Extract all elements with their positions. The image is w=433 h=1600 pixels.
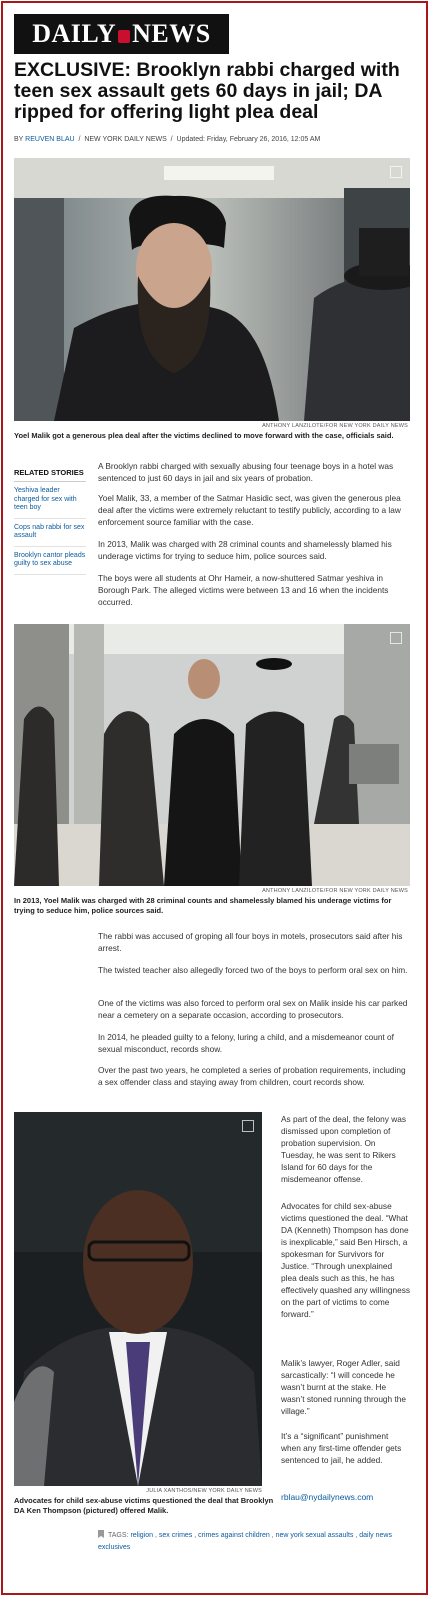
photo-1-image — [14, 158, 410, 421]
article-paragraph: The twisted teacher also allegedly forced two of the boys to perform oral sex on him. — [98, 965, 408, 975]
article-paragraph: As part of the deal, the felony was dismissed upon completion of probation supervision. On Tuesday, he was sent to Rikers Island for 60 days for the misdemeanor offense. — [281, 1114, 406, 1184]
updated-timestamp: Updated: Friday, February 26, 2016, 12:05 AM — [176, 136, 321, 143]
article-paragraph: The boys were all students at Ohr Hameir, a now-shuttered Satmar yeshiva in Borough Park. The alleged victims were between 13 and 16 when the incidents occurred. — [98, 573, 389, 607]
article-paragraph: A Brooklyn rabbi charged with sexually abusing four teenage boys in a hotel was sentenced to just 60 days in jail and six years of probation. — [98, 461, 394, 483]
photo-3-image — [14, 1112, 262, 1486]
tag-icon — [98, 1530, 104, 1538]
article-paragraph: One of the victims was also forced to perform oral sex on Malik inside his car parked near a cemetery on a separate occasion, according to prosecutors. — [98, 998, 408, 1020]
tags-section: TAGS: religion , sex crimes , crimes against children , new york sexual assaults , daily news exclusives — [98, 1532, 392, 1551]
photo-malik-courthouse[interactable] — [14, 624, 410, 886]
tag-link[interactable]: religion — [130, 1532, 154, 1539]
byline: BY REUVEN BLAU / NEW YORK DAILY NEWS / Updated: Friday, February 26, 2016, 12:05 AM — [14, 136, 321, 143]
author-email-link[interactable]: rblau@nydailynews.com — [281, 1492, 374, 1502]
expand-icon[interactable] — [390, 632, 402, 644]
article-paragraph: Over the past two years, he completed a series of probation requirements, including a sex offender class and staying away from children, court records show. — [98, 1065, 406, 1087]
expand-icon[interactable] — [390, 166, 402, 178]
photo-credit: ANTHONY LANZILOTE/FOR NEW YORK DAILY NEWS — [262, 888, 408, 894]
article-paragraph: The rabbi was accused of groping all four boys in motels, prosecutors said after his arrest. — [98, 931, 403, 953]
article-paragraph: It’s a “significant” punishment when any first-time offender gets sentenced to jail, he added. — [281, 1431, 402, 1465]
related-stories — [14, 468, 86, 575]
daily-news-logo[interactable]: DAILY NEWS — [14, 14, 229, 54]
related-story-link[interactable]: Cops nab rabbi for sex assault — [14, 519, 86, 547]
photo-credit: JULIA XANTHOS/NEW YORK DAILY NEWS — [146, 1488, 262, 1494]
expand-icon[interactable] — [242, 1120, 254, 1132]
article-paragraph: Malik’s lawyer, Roger Adler, said sarcastically: “I will concede he wasn’t burnt at the stake. He wasn’t stoned running through the village.” — [281, 1358, 407, 1416]
related-story-link[interactable]: Brooklyn cantor pleads guilty to sex abuse — [14, 547, 86, 575]
related-stories-heading: RELATED STORIES — [14, 468, 86, 482]
photo-credit: ANTHONY LANZILOTE/FOR NEW YORK DAILY NEWS — [262, 423, 408, 429]
tag-link[interactable]: crimes against children — [198, 1532, 270, 1539]
author-link[interactable]: REUVEN BLAU — [25, 136, 75, 143]
tag-link[interactable]: new york sexual assaults — [275, 1532, 354, 1539]
logo-red-square — [118, 30, 130, 43]
article-paragraph: Advocates for child sex-abuse victims questioned the deal. “What DA (Kenneth) Thompson has done is inexplicable,” said Ben Hirsch, a spokesman for Survivors for Justice. “Through unexplained plea deals such as this, he has effectively quashed any willingness on the part of victims to come forward.” — [281, 1201, 410, 1319]
photo-yoel-malik-hallway[interactable] — [14, 158, 410, 421]
photo-2-image — [14, 624, 410, 886]
related-story-link[interactable]: Yeshiva leader charged for sex with teen boy — [14, 482, 86, 519]
photo-ken-thompson[interactable] — [14, 1112, 262, 1486]
tag-link[interactable]: sex crimes — [158, 1532, 193, 1539]
tag-link[interactable]: daily news exclusives — [98, 1532, 392, 1551]
photo-caption: In 2013, Yoel Malik was charged with 28 criminal counts and shamelessly blamed his underage victims for trying to seduce him, police sources said. — [14, 896, 392, 915]
article-paragraph: In 2014, he pleaded guilty to a felony, luring a child, and a misdemeanor count of sexual misconduct, records show. — [98, 1032, 394, 1054]
article-headline: EXCLUSIVE: Brooklyn rabbi charged with teen sex assault gets 60 days in jail; DA ripped for offering light plea deal — [14, 59, 400, 123]
article-paragraph: In 2013, Malik was charged with 28 criminal counts and shamelessly blamed his underage victims for trying to seduce him, police sources said. — [98, 539, 392, 561]
photo-caption: Yoel Malik got a generous plea deal after the victims declined to move forward with the case, officials said. — [14, 431, 394, 440]
photo-caption: Advocates for child sex-abuse victims questioned the deal that Brooklyn DA Ken Thompson (pictured) offered Malik. — [14, 1496, 274, 1515]
article-paragraph: Yoel Malik, 33, a member of the Satmar Hasidic sect, was given the generous plea deal after the victims were extremely reluctant to testify publicly, according to a law enforcement source familiar with the case. — [98, 493, 401, 527]
